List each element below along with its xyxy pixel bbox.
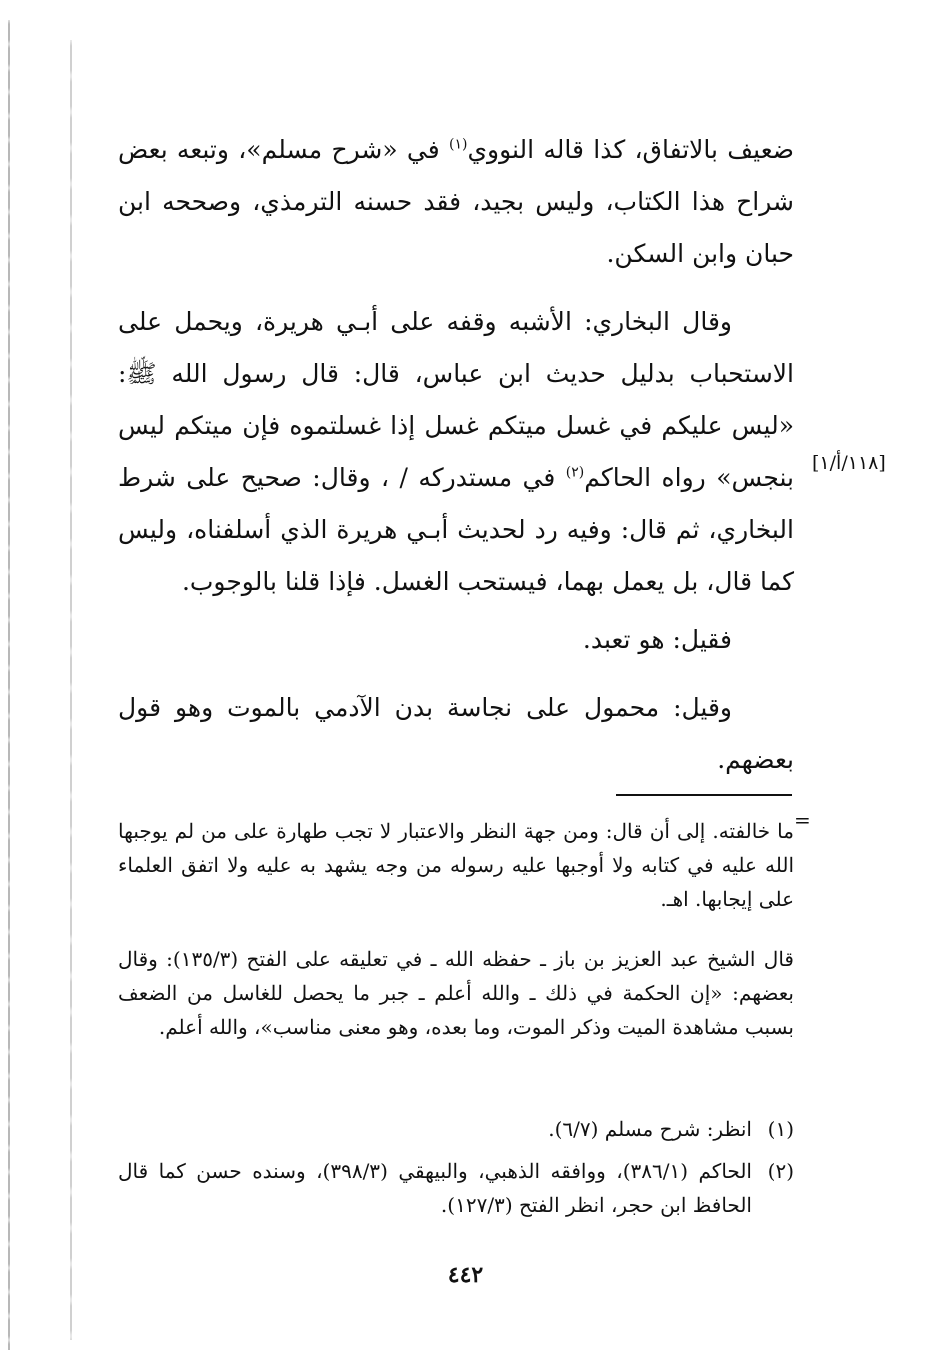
paragraph-1-text-b: في «شرح مسلم»، وتبعه بعض شراح هذا الكتاب، وليس بجيد، فقد حسنه الترمذي، وصححه ابن حبان وابن السكن.	[118, 135, 794, 268]
footnote-2-text: الحاكم (٣٨٦/١)، ووافقه الذهبي، والبيهقي (٣٩٨/٣)، وسنده حسن كما قال الحافظ ابن حجر، انظر الفتح (١٢٧/٣).	[118, 1159, 752, 1217]
footnote-1-number: (١)	[767, 1117, 794, 1141]
scan-edge-dots-inner	[70, 40, 72, 1340]
footnote-separator	[616, 794, 792, 796]
scan-edge-dots	[8, 20, 10, 1350]
paragraph-2-text-b: في مستدركه / ، وقال: صحيح على شرط البخاري، ثم قال: وفيه رد لحديث أبـي هريرة الذي أسلفناه، وليس كما قال، بل يعمل بهما، فيستحب الغسل. فإذا قلنا بالوجوب.	[118, 463, 794, 596]
paragraph-4: وقيل: محمول على نجاسة بدن الآدمي بالموت وهو قول بعضهم.	[118, 693, 794, 774]
footnote-continued-text: ما خالفته. إلى أن قال: ومن جهة النظر والاعتبار لا تجب طهارة على من لم يوجبها الله عليه في كتابه ولا أوجبها عليه رسوله من وجه يشهد به عليه ولا اتفق العلماء على إيجابها. اهـ.	[118, 819, 795, 911]
footnote-1-text: انظر: شرح مسلم (٦/٧).	[548, 1117, 752, 1141]
paragraph-1	[118, 124, 794, 280]
footnote-ref-2[interactable]: (٢)	[565, 464, 585, 481]
footnote-1	[118, 1112, 794, 1146]
footnote-continuation-mark: =	[794, 808, 811, 832]
footnote-2	[118, 1154, 794, 1222]
paragraph-2-text-a: وقال البخاري: الأشبه وقفه على أبـي هريرة، ويحمل على الاستحباب بدليل حديث ابن عباس، قال: قال رسول الله ﷺ: «ليس عليكم في غسل ميتكم غسل إذا غسلتموه فإن ميتكم ليس بنجس» رواه الحاكم	[118, 307, 795, 492]
paragraph-1-text-a: ضعيف بالاتفاق، كذا قاله النووي	[467, 135, 794, 164]
page-number: ٤٤٢	[447, 1262, 484, 1288]
footnote-2-number: (٢)	[767, 1159, 794, 1183]
paragraph-3: فقيل: هو تعبد.	[582, 625, 732, 654]
manuscript-folio-reference: [١١٨/أ/١]	[812, 452, 886, 474]
footnote-commentary: قال الشيخ عبد العزيز بن باز ـ حفظه الله ـ في تعليقه على الفتح (١٣٥/٣): وقال بعضهم: «إن الحكمة في ذلك ـ والله أعلم ـ جبر ما يحصل للغاسل من الضعف بسبب مشاهدة الميت وذكر الموت، وما بعده، وهو معنى مناسب»، والله أعلم.	[118, 947, 794, 1039]
footnote-ref-1[interactable]: (١)	[448, 136, 468, 153]
paragraph-2	[118, 296, 794, 608]
